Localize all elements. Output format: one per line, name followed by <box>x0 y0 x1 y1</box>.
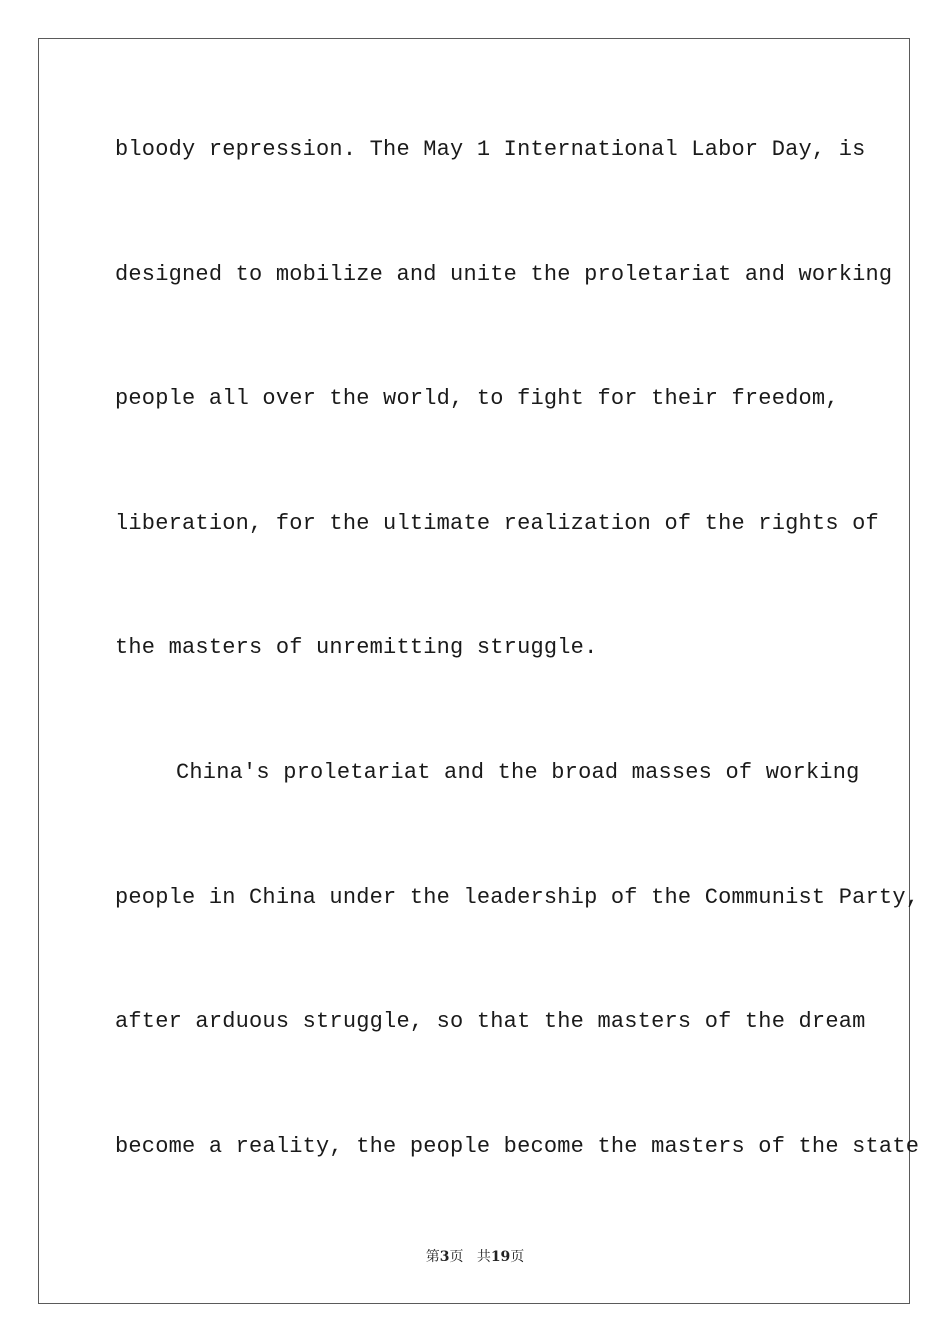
total-label-prefix: 共 <box>476 1249 491 1265</box>
document-body <box>115 120 920 1241</box>
text-line: the masters of unremitting struggle. <box>115 635 598 661</box>
page-number: 3 <box>439 1249 450 1265</box>
total-label-suffix: 页 <box>510 1249 525 1265</box>
page-label-suffix: 页 <box>449 1249 464 1265</box>
text-line: become a reality, the people become the masters of the state <box>115 1133 920 1159</box>
paragraph-first-line: China's proletariat and the broad masses of working <box>176 759 860 785</box>
text-line: designed to mobilize and unite the proletariat and working <box>115 261 893 287</box>
text-line: people in China under the leadership of the Communist Party, <box>115 884 920 910</box>
text-line: bloody repression. The May 1 International Labor Day, is <box>115 137 866 162</box>
text-line: after arduous struggle, so that the masters of the dream <box>115 1009 866 1035</box>
text-line: liberation, for the ultimate realization of the rights of <box>115 510 879 536</box>
page-label-prefix: 第 <box>425 1249 440 1265</box>
total-pages: 19 <box>490 1249 511 1265</box>
text-line: people all over the world, to fight for their freedom, <box>115 386 839 412</box>
page-footer <box>0 1246 950 1266</box>
